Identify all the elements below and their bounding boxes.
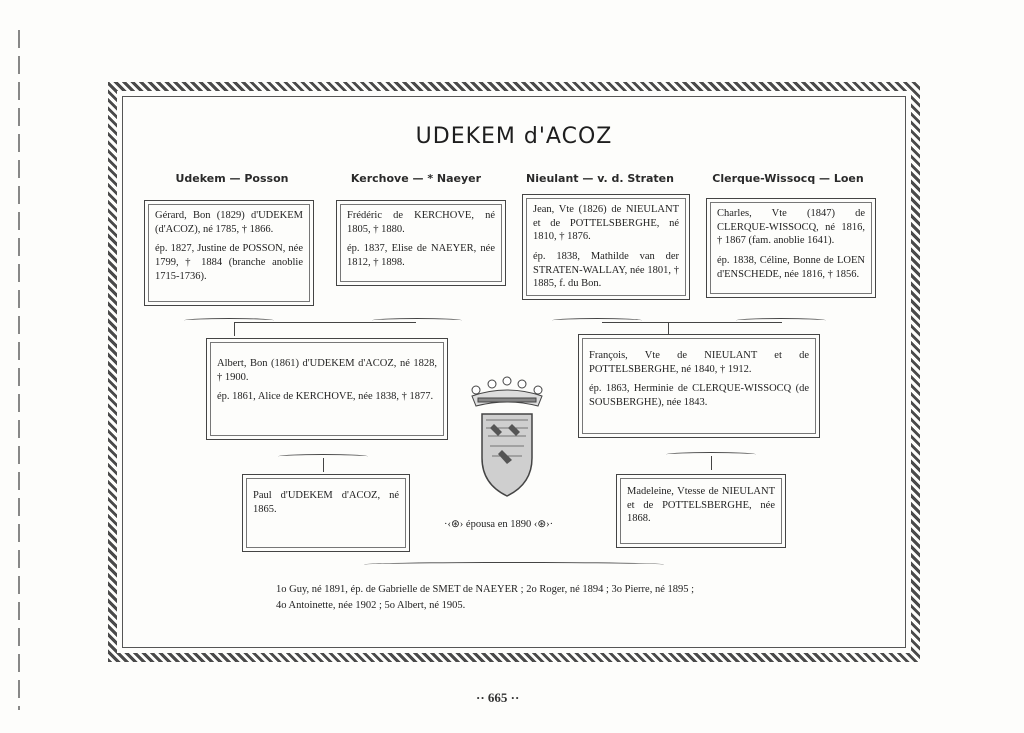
person-box-frederic [336, 200, 506, 286]
coat-of-arms-icon [464, 366, 550, 502]
spouse-text: ép. 1838, Mathilde van der STRATEN-WALLAY, née 1801, † 1885, f. du Bon. [533, 250, 679, 290]
person-text: Paul d'UDEKEM d'ACOZ, né 1865. [253, 490, 399, 515]
connector-line [323, 458, 324, 472]
marriage-note: ·‹⊛› épousa en 1890 ‹⊛›· [444, 519, 554, 530]
page-binding-edge [18, 30, 20, 710]
page-number: ·· 665 ·· [476, 690, 520, 705]
connector-line [711, 456, 712, 470]
connector-line [602, 322, 782, 323]
col-header-nieulant-straten: Nieulant — v. d. Straten [526, 172, 674, 185]
col-header-kerchove-naeyer: Kerchove — * Naeyer [350, 172, 482, 185]
spouse-text: ép. 1861, Alice de KERCHOVE, née 1838, † 1877. [217, 391, 434, 403]
person-text: Gérard, Bon (1829) d'UDEKEM (d'ACOZ), né 1785, † 1866. [155, 210, 303, 235]
connector-swash [364, 562, 664, 567]
person-box-jean [522, 194, 690, 300]
col-header-udekem-posson: Udekem — Posson [175, 172, 289, 185]
person-box-francois [578, 334, 820, 438]
person-text: Madeleine, Vtesse de NIEULANT et de POTTELSBERGHE, née 1868. [627, 486, 775, 525]
person-box-albert [206, 338, 448, 440]
spouse-text: ép. 1837, Elise de NAEYER, née 1812, † 1898. [347, 243, 495, 268]
person-box-paul [242, 474, 410, 552]
children-line: 1o Guy, né 1891, ép. de Gabrielle de SMET de NAEYER ; 2o Roger, né 1894 ; 3o Pierre, né 1895 ; [276, 584, 695, 595]
person-text: Charles, Vte (1847) de CLERQUE-WISSOCQ, né 1816, † 1867 (fam. anoblie 1641). [717, 208, 865, 247]
person-box-gerard [144, 200, 314, 306]
children-line: 4o Antoinette, née 1902 ; 5o Albert, né 1905. [276, 600, 466, 612]
person-text: Albert, Bon (1861) d'UDEKEM d'ACOZ, né 1828, † 1900. [217, 358, 437, 383]
page-title: UDEKEM d'ACOZ [415, 124, 613, 149]
person-text: Frédéric de KERCHOVE, né 1805, † 1880. [347, 210, 495, 235]
children-list [276, 582, 816, 615]
spouse-text: ép. 1827, Justine de POSSON, née 1799, † 1884 (branche anoblie 1715-1736). [155, 243, 303, 282]
col-header-clerque-loen: Clerque-Wissocq — Loen [712, 172, 864, 185]
spouse-text: ép. 1863, Herminie de CLERQUE-WISSOCQ (de SOUSBERGHE), née 1843. [589, 383, 809, 408]
spouse-text: ép. 1838, Céline, Bonne de LOEN d'ENSCHEDE, née 1816, † 1856. [717, 254, 865, 280]
connector-line [234, 322, 235, 336]
connector-line [668, 322, 669, 334]
person-text: Jean, Vte (1826) de NIEULANT et de POTTELSBERGHE, né 1810, † 1876. [533, 204, 679, 243]
person-box-charles [706, 198, 876, 298]
person-box-madeleine [616, 474, 786, 548]
connector-line [234, 322, 416, 323]
person-text: François, Vte de NIEULANT et de POTTELSBERGHE, né 1840, † 1912. [589, 350, 809, 375]
